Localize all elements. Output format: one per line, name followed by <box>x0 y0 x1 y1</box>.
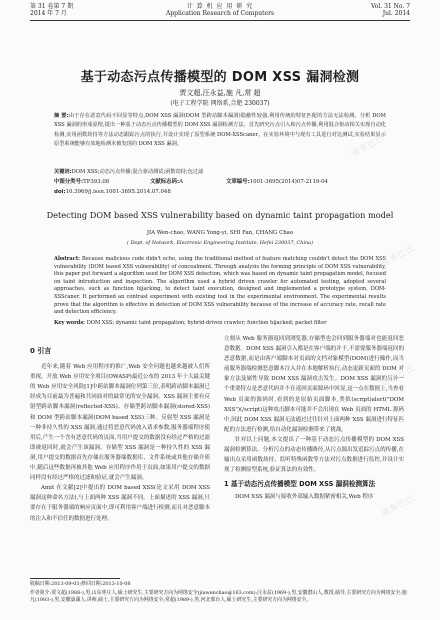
authors-en: JIA Wen-chao, WANG Yong-yi, SHI Fan, CHANG Chao <box>146 230 294 236</box>
watermark: 道客巴巴 <box>379 243 417 268</box>
header-date: 2014 年 7 月 <box>30 10 67 17</box>
footnote-received-date: 收稿日期:2013-09-03;修回日期:2013-10-08 <box>30 581 131 587</box>
keywords-en-text: DOM XSS; dynamic taint propagation; hybrid-driven crawler; function hijacked; packet filter <box>86 320 327 326</box>
body-column-left <box>30 346 210 524</box>
paper-title-zh: 基于动态污点传播模型的 DOM XSS 漏洞检测 <box>80 70 360 85</box>
abstract-en <box>54 256 386 317</box>
watermark: 道客巴巴 <box>379 493 417 518</box>
footnote-author-bio: 作者简介:贾文超(1988-),男,山东枣庄人,硕士研究生,主要研究方向为网络安全(jiawenchao@163.com);汪永益(1969-),男,安徽潜山人,教授,硕导,主要研究方向为网络安全;施凡(1983-),男,安徽巢湖人,讲师,硕士,主要研究方向为网络安全;常超(1989-),男,河北邢台人,硕士研究生,主要研究方向为网络安全。 <box>30 590 407 603</box>
doc-code-value: A <box>179 179 184 185</box>
doc-code-label: 文献标志码: <box>150 179 180 185</box>
body-column-right <box>224 334 404 503</box>
watermark: 道客巴巴 <box>379 363 417 388</box>
doi-label: doi: <box>54 189 66 195</box>
doi-row <box>54 188 386 196</box>
journal-name-en: Application Research of Computers <box>165 10 275 17</box>
watermark: 道客巴巴 <box>349 133 387 158</box>
affiliation-en: ( Dept. of Network, Electronic Engineering Institute, Hefei 230037, China) <box>127 240 313 246</box>
section-heading-method: 1 基于动态污点传播模型 DOM XSS 漏洞检测算法 <box>224 480 376 489</box>
body-paragraph: 针对以上问题,本文提出了一种基于动态污点传播模型的 DOM XSS 漏洞检测算法。分析污点的动态传播路径,从污点源出发追踪污点的传播,在输出点采用函数劫持、监听特殊函数等方法对污点数据进行监控,并设计实现了检测原型系统,验证算法的有效性。 <box>224 436 404 474</box>
article-number-value: 1001-3695(2014)07-2119-04 <box>249 179 328 185</box>
abstract-zh-text: 由于存在恶意代码不回显等特点,DOM XSS 漏洞(DOM 型跨站脚本漏洞)隐蔽性较强,利用传统的特征匹配的方法无法检测。分析 DOM XSS 漏洞的形成原理,提出一种基于动态污点传播模型的 DOM XSS 漏洞检测方法。首先研究污点引入和污点传播,利用混合驱动相关实现自动化检测,实用函数劫持等方法动态跟踪污点的执行,并设计实现了原型系统 DOM-XSScaner。在实验环境中与现有工具进行对比测试,实验结果显示原型系统能够有效地检测未被发现的 DOM XSS 漏洞。 <box>54 113 386 147</box>
article-number <box>226 178 328 186</box>
section-heading-intro: 0 引言 <box>30 347 52 355</box>
header-divider <box>30 20 410 21</box>
abstract-zh-label: 摘 要: <box>54 113 69 119</box>
journal-name-zh: 计 算 机 应 用 研 究 <box>186 3 254 10</box>
paper-title-en: Detecting DOM based XSS vulnerability based on dynamic taint propagation model <box>46 210 394 220</box>
doi-value: 10.3969/j.issn.1001-3695.2014.07.048 <box>65 189 171 195</box>
doc-code <box>150 178 183 186</box>
header-volume: 第 31 卷第 7 期 <box>30 3 74 10</box>
clc-label: 中图分类号: <box>54 179 84 185</box>
keywords-zh-text: DOM XSS;动态污点传播;混合驱动测试;函数劫持;包过滤 <box>71 169 204 175</box>
body-paragraph: Amit 在文献[2]中提出的 DOM based XSS(论文采用 DOM XSS 漏洞这种命名方法),与上面两种 XSS 漏洞不同。上面描述的 XSS 漏洞,只要存在于服务器端的响应页面中,即可利用客户端进行检测,而且对恶意脚本的注入和不信任的数据进行处理。 <box>30 485 210 522</box>
affiliation-zh: (电子工程学院 网络系,合肥 230037) <box>170 100 270 107</box>
abstract-zh <box>54 112 386 149</box>
header-volume-en <box>371 3 410 17</box>
header-date-en: Jul. 2014 <box>382 10 410 17</box>
clc-value: TP393.08 <box>83 179 110 185</box>
abstract-en-text: Because malicious code didn't echo, using the traditional method of feature matching couldn't detect the DOM XSS vulnerability (DOM based XSS vulnerability) of concealment. Through analysis the forming principle of DOM XSS vulnerability, this paper put forward a algorithm used for DOM XSS detection, which was based on dynamic taint propagation model, focused on taint introduction and inspection. The algorithm used a hybrid driven crawler for automated testing, adopted several approaches, such as function hijacking, to detect taint execution, designed and implemented a prototype system, DOM-XSScaner. It performed an contrast experiment with existing tool in the experimental environment. The experimental results prove that the algorithm is effective in detection of DOM XSS vulnerability because of the increase of accuracy rate, recall rate and detection efficiency. <box>54 256 386 316</box>
clc-number <box>54 178 109 186</box>
body-paragraph: 立刻从 Web 服务器返回到浏览器,存储型也会回到服务器端对也能返回恶意数据。DOM XSS 漏洞引入都是在客户端的并于,不需要服务器端返回的恶意数据,而是由客户端脚本对页面的文档对象模型(DOM)进行操作,而当前服务器端检测恶意脚本注入并在本地解析执行,动态更新页面的 DOM 对象方法及属性导致 DOM XSS 漏洞攻击发生。DOM XSS 漏洞的另外一个重要特点是恶意代码并不在返回页面源码中回显,这一点在数据上,当查看 Web 页面的源码时,看到的是原始页面脚本,类似(script)alert("DOM XSS")(/script)这种攻击脚本可能并不会出现在 Web 页面的 HTML 源码中,因此 DOM XSS 漏洞无法通过过往针对上面两种 XSS 漏洞进行特征匹配的方法进行检测,给自动化漏洞检测带来了挑战。 <box>224 336 404 433</box>
header-journal-name <box>30 3 410 17</box>
header-volume-en-number: Vol. 31 No. 7 <box>370 3 410 10</box>
body-paragraph: 近年来,随着 Web 应用程序的推广,Web 安全问题也越来越被人们所重视。开放 Web 应用安全项目(OWASP)最近公布的 2013 年十大最关键的 Web 应用安全风险[1]中跨站脚本漏洞位列第三位,表明跨站脚本漏洞已经成为目前最为普遍和共同面对的最常见的安全漏洞。XSS 漏洞主要有反射型跨站脚本漏洞(reflected-XSS)、存储型跨站脚本漏洞(stored-XSS)和 DOM 型跨站脚本漏洞(DOM based XSS)三种。反射型 XSS 漏洞是一种非持久性的 XSS 漏洞,通过将恶意代码放入请求参数,服务器端程序使用后,产生一个含有恶意代码的页面,当用户提交的数据没有经过严格的过滤即被返回时,就会产生该漏洞。存储型 XSS 漏洞是一种持久性的 XSS 漏洞,用户提交的数据首先存储在服务器端数据库、文件系统或其他存储介质中,随后这些数据再被其他 Web 应用程序作用于页面,如果用户提交的数据同样没有经过严格的过滤和验证,就会产生漏洞。 <box>30 364 210 482</box>
footnote-divider <box>30 578 120 579</box>
article-number-label: 文章编号: <box>226 179 250 185</box>
keywords-zh-label: 关键词: <box>54 169 72 175</box>
keywords-zh <box>54 168 386 177</box>
keywords-en-label: Key words: <box>54 320 86 326</box>
keywords-en <box>54 320 386 328</box>
body-paragraph: DOM XSS 漏洞与接收外部输入数据紧密相关,Web 程序 <box>235 494 374 501</box>
authors-zh: 贾文超,汪永益,施 凡,常 超 <box>179 89 261 97</box>
abstract-en-label: Abstract: <box>54 256 81 262</box>
classification-row <box>54 178 386 186</box>
